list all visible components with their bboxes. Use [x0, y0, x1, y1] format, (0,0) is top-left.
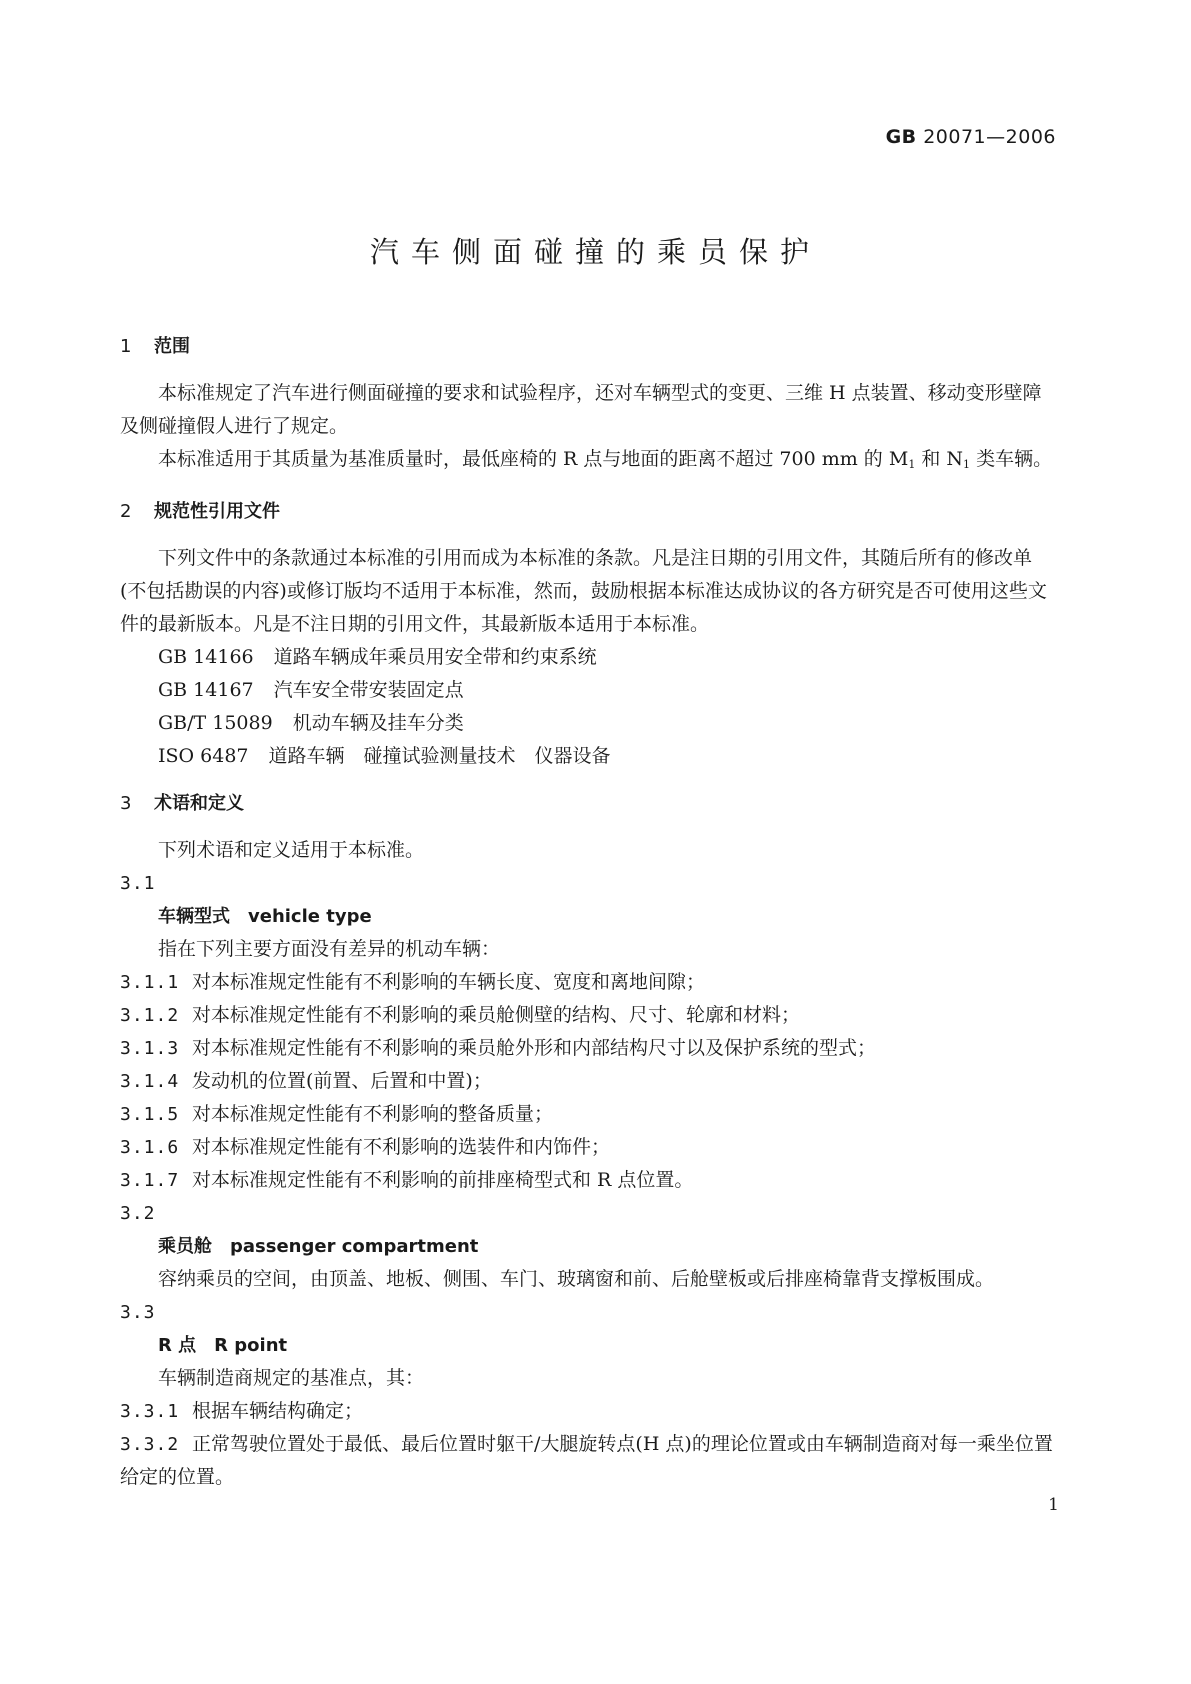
- clause-item: 3.1.1 对本标准规定性能有不利影响的车辆长度、宽度和离地间隙；: [120, 971, 706, 993]
- clause-item: 3.3.2 正常驾驶位置处于最低、最后位置时躯干/大腿旋转点(H 点)的理论位置或由车辆制造商对每一乘坐位置给定的位置。: [120, 1433, 1053, 1488]
- term-heading: R 点 R point: [158, 1335, 288, 1356]
- term-definition: 容纳乘员的空间，由顶盖、地板、侧围、车门、玻璃窗和前、后舱壁板或后排座椅靠背支撑板围成。: [158, 1268, 995, 1290]
- section-1-paragraph-2: 本标准适用于其质量为基准质量时，最低座椅的 R 点与地面的距离不超过 700 mm 的 $M_1$ 和 $N_1$ 类车辆。: [158, 448, 1053, 471]
- term-definition: 车辆制造商规定的基准点，其：: [158, 1367, 425, 1389]
- term-heading: 车辆型式 vehicle type: [158, 906, 372, 927]
- document-title: 汽车侧面碰撞的乘员保护: [369, 235, 821, 269]
- section-3-intro: 下列术语和定义适用于本标准。: [158, 839, 425, 861]
- clause-item: 3.3.1 根据车辆结构确定；: [120, 1400, 364, 1422]
- section-1-heading: [120, 330, 1058, 363]
- section-3-heading: [120, 787, 1058, 820]
- clause-item: 3.1.3 对本标准规定性能有不利影响的乘员舱外形和内部结构尺寸以及保护系统的型式；: [120, 1037, 877, 1059]
- section-number: 3: [120, 793, 132, 814]
- standard-code: 20071—2006: [923, 126, 1056, 148]
- section-title: 术语和定义: [154, 793, 244, 814]
- reference-item: ISO 6487 道路车辆 碰撞试验测量技术 仪器设备: [158, 745, 611, 767]
- clause-number: 3.3: [120, 1302, 156, 1323]
- section-1-paragraph-1: 本标准规定了汽车进行侧面碰撞的要求和试验程序，还对车辆型式的变更、三维 H 点装置、移动变形壁障及侧碰撞假人进行了规定。: [120, 382, 1042, 437]
- section-2-paragraph: 下列文件中的条款通过本标准的引用而成为本标准的条款。凡是注日期的引用文件，其随后所有的修改单(不包括勘误的内容)或修订版均不适用于本标准，然而，鼓励根据本标准达成协议的各方研究是否可使用这些文件的最新版本。凡是不注日期的引用文件，其最新版本适用于本标准。: [120, 547, 1047, 635]
- clause-item: 3.1.5 对本标准规定性能有不利影响的整备质量；: [120, 1103, 554, 1125]
- document-body: [120, 330, 1058, 1494]
- standard-prefix: GB: [885, 126, 917, 148]
- section-title: 范围: [154, 336, 190, 357]
- clause-number: 3.2: [120, 1203, 156, 1224]
- reference-item: GB 14166 道路车辆成年乘员用安全带和约束系统: [158, 646, 597, 668]
- clause-item: 3.1.6 对本标准规定性能有不利影响的选装件和内饰件；: [120, 1136, 611, 1158]
- term-definition: 指在下列主要方面没有差异的机动车辆：: [158, 938, 501, 960]
- clause-item: 3.1.4 发动机的位置(前置、后置和中置)；: [120, 1070, 492, 1092]
- page-number: 1: [1048, 1495, 1059, 1515]
- term-heading: 乘员舱 passenger compartment: [158, 1236, 479, 1257]
- reference-item: GB 14167 汽车安全带安装固定点: [158, 679, 464, 701]
- clause-number: 3.1: [120, 873, 156, 894]
- section-2-heading: [120, 495, 1058, 528]
- section-number: 1: [120, 336, 132, 357]
- section-number: 2: [120, 501, 132, 522]
- section-title: 规范性引用文件: [154, 501, 280, 522]
- clause-item: 3.1.7 对本标准规定性能有不利影响的前排座椅型式和 R 点位置。: [120, 1169, 694, 1191]
- standard-number: [886, 126, 1056, 148]
- reference-item: GB/T 15089 机动车辆及挂车分类: [158, 712, 464, 734]
- clause-item: 3.1.2 对本标准规定性能有不利影响的乘员舱侧壁的结构、尺寸、轮廓和材料；: [120, 1004, 801, 1026]
